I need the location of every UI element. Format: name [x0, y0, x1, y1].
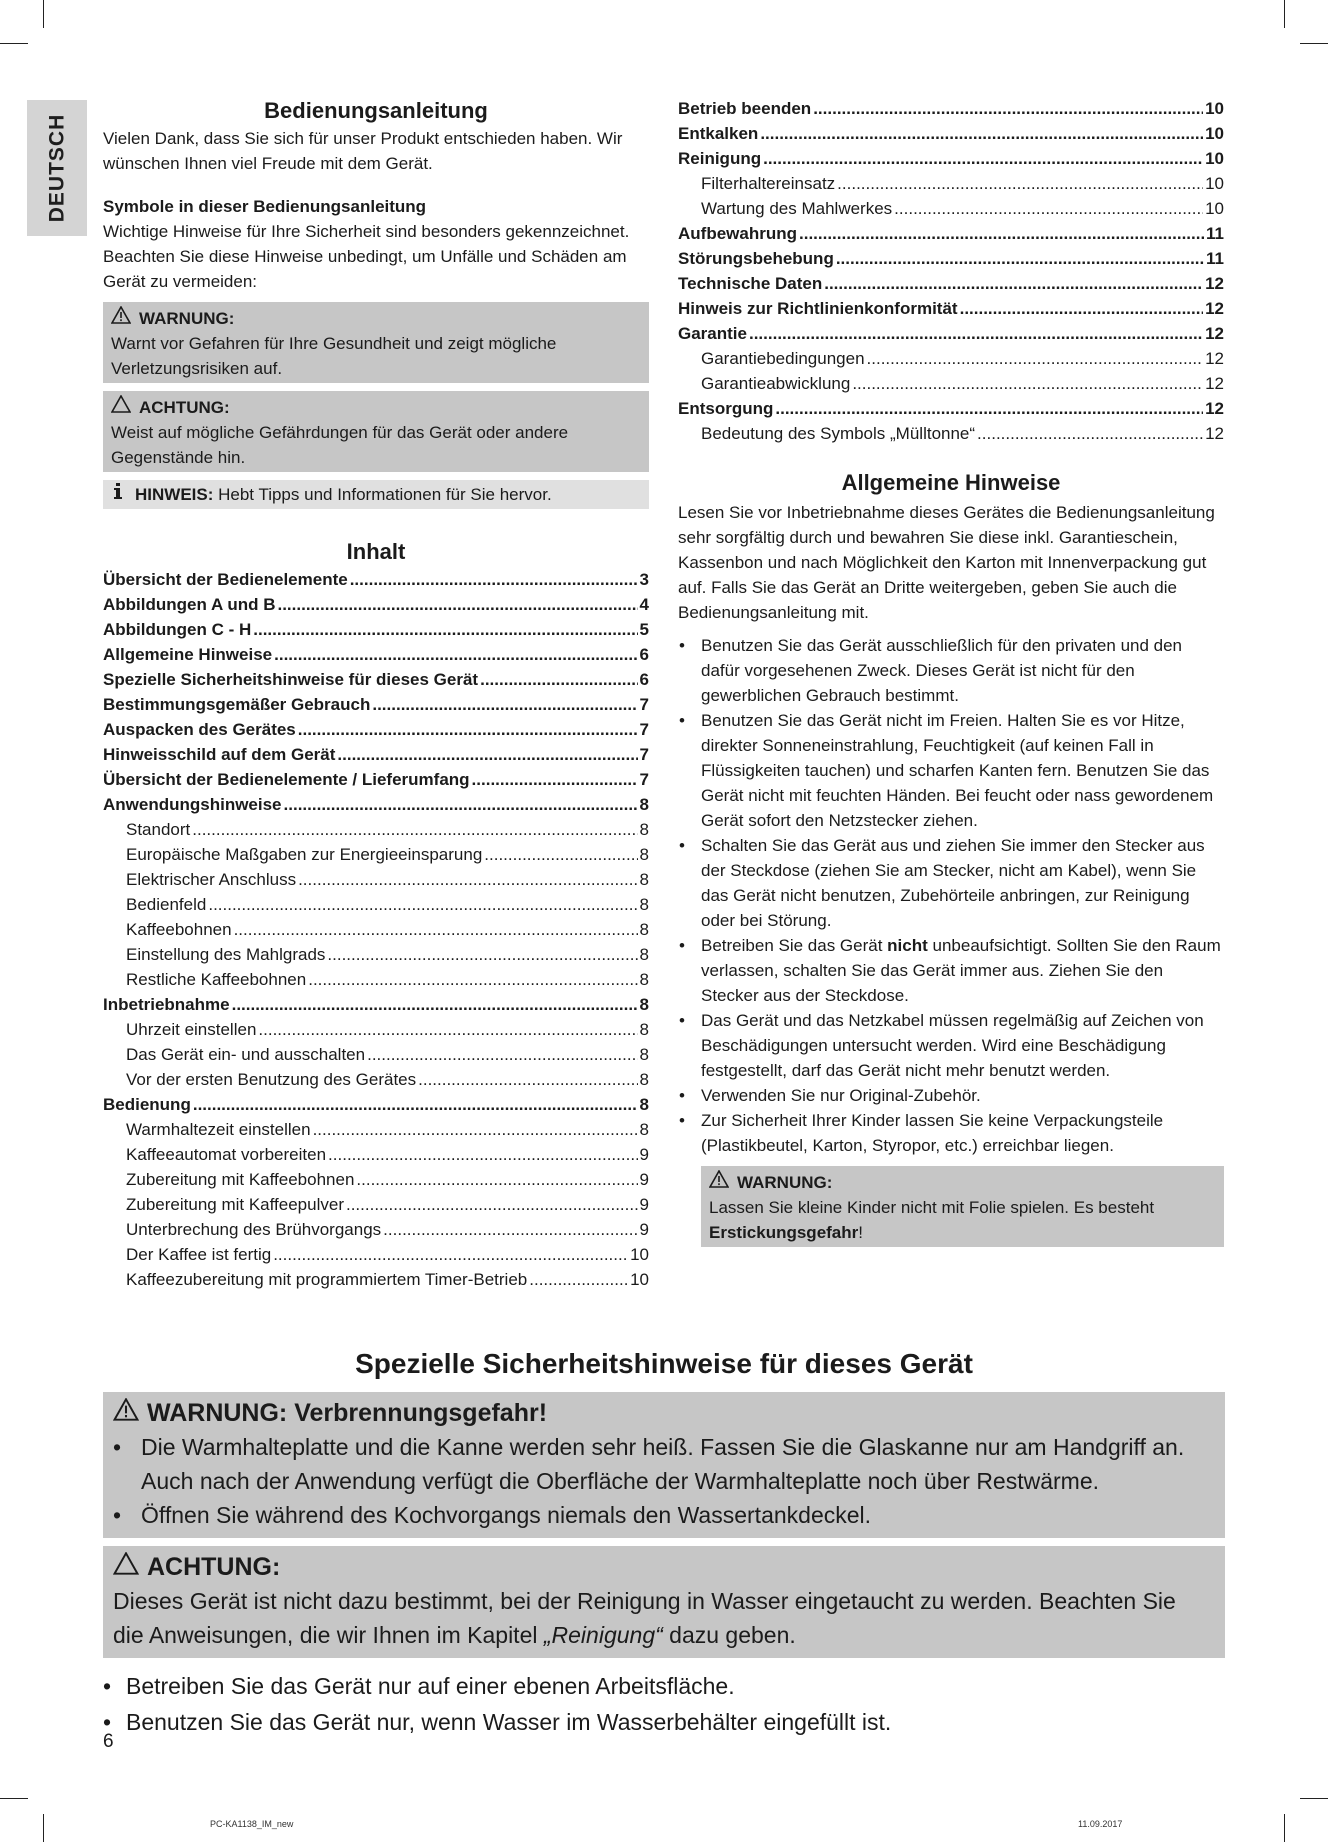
toc-entry-page: 12	[1205, 274, 1224, 293]
crop-mark	[1300, 43, 1328, 44]
toc-leader-dots	[234, 917, 638, 939]
toc-entry-page: 8	[639, 945, 649, 964]
special-bullets	[103, 1668, 1225, 1740]
list-item: • Öffnen Sie während des Kochvorgangs niemals den Wassertankdeckel.	[113, 1498, 1209, 1532]
toc-entry	[678, 171, 1224, 196]
toc-entry-title: Störungsbehebung	[678, 249, 834, 268]
toc-entry-title: Garantie	[678, 324, 747, 343]
toc-leader-dots	[273, 1242, 628, 1264]
toc-leader-dots	[308, 967, 637, 989]
toc-leader-dots	[327, 942, 637, 964]
burn-warning-box	[103, 1392, 1225, 1538]
toc-entry	[103, 1067, 649, 1092]
caution-label: ACHTUNG:	[139, 398, 230, 417]
toc-entry-page: 7	[639, 720, 649, 739]
list-item: • Benutzen Sie das Gerät nicht im Freien. Halten Sie es vor Hitze, direkter Sonneneinstrahlung, Feuchtigkeit (auf keinen Fall in Flüssigkeiten tauchen) und scharfen Kanten fern. Benutzen Sie das Gerät nicht mit feuchten Händen. Bei feucht oder nass gewordenem Gerät sofort den Netzstecker ziehen.	[678, 708, 1224, 833]
toc-entry-page: 8	[639, 1095, 649, 1114]
toc-entry	[103, 617, 649, 642]
toc-entry-page: 3	[639, 570, 649, 589]
toc-leader-dots	[372, 692, 637, 714]
toc-leader-dots	[529, 1267, 628, 1289]
toc-entry-title: Bestimmungsgemäßer Gebrauch	[103, 695, 371, 714]
general-title: Allgemeine Hinweise	[841, 470, 1061, 495]
symbols-heading: Symbole in dieser Bedienungsanleitung	[103, 197, 427, 216]
toc-leader-dots	[480, 667, 637, 689]
warning-triangle-icon	[113, 1396, 139, 1430]
toc-entry-title: Übersicht der Bedienelemente / Lieferumfang	[103, 770, 470, 789]
toc-entry-title: Garantieabwicklung	[701, 374, 851, 393]
toc-entry-title: Entkalken	[678, 124, 759, 143]
crop-mark	[0, 43, 28, 44]
hint-text: Hebt Tipps und Informationen für Sie hervor.	[218, 485, 552, 504]
toc-entry-page: 10	[1205, 124, 1224, 143]
warning-label: WARNUNG:	[139, 309, 235, 328]
toc-entry-page: 11	[1206, 224, 1224, 243]
toc-entry	[103, 867, 649, 892]
toc-entry-page: 11	[1206, 249, 1224, 268]
toc-entry-title: Bedienung	[103, 1095, 191, 1114]
toc-entry	[103, 592, 649, 617]
toc-entry	[103, 1017, 649, 1042]
toc-entry-page: 8	[639, 820, 649, 839]
general-bullets	[678, 633, 1224, 1158]
toc-leader-dots	[383, 1217, 637, 1239]
toc-entry-title: Zubereitung mit Kaffeebohnen	[126, 1170, 355, 1189]
toc-leader-dots	[346, 1192, 638, 1214]
toc-leader-dots	[472, 767, 638, 789]
toc-leader-dots	[337, 742, 637, 764]
toc-leader-dots	[749, 321, 1203, 343]
toc-leader-dots	[775, 396, 1203, 418]
crop-mark	[1300, 1798, 1328, 1799]
page-number: 6	[103, 1731, 114, 1752]
toc-entry-title: Abbildungen C - H	[103, 620, 252, 639]
hint-label: HINWEIS:	[135, 485, 214, 504]
list-item: • Schalten Sie das Gerät aus und ziehen Sie immer den Stecker aus der Steckdose (ziehen Sie am Stecker, nicht am Kabel), wenn Sie das Gerät nicht benutzen, Zubehörteile anbringen, zur Reinigung oder bei Störung.	[678, 833, 1224, 933]
toc-leader-dots	[824, 271, 1203, 293]
toc-entry-page: 8	[639, 995, 649, 1014]
toc-leader-dots	[367, 1042, 637, 1064]
footer-date: 11.09.2017	[1078, 1819, 1123, 1829]
toc-leader-dots	[328, 1142, 637, 1164]
toc-entry-title: Standort	[126, 820, 191, 839]
toc-entry-page: 8	[639, 1070, 649, 1089]
burn-warning-label: WARNUNG: Verbrennungsgefahr!	[147, 1399, 548, 1427]
toc-leader-dots	[298, 717, 638, 739]
toc-leader-dots	[813, 96, 1203, 118]
crop-mark	[1284, 1814, 1285, 1842]
toc-entry-title: Wartung des Mahlwerkes	[701, 199, 893, 218]
toc-entry-title: Hinweisschild auf dem Gerät	[103, 745, 336, 764]
toc-leader-dots	[852, 371, 1203, 393]
toc-entry	[103, 742, 649, 767]
toc-entry-page: 12	[1205, 349, 1224, 368]
crop-mark	[43, 1814, 44, 1842]
children-warning-box	[701, 1166, 1224, 1247]
toc-entry	[103, 1142, 649, 1167]
toc-entry-title: Auspacken des Gerätes	[103, 720, 296, 739]
toc-entry-title: Warmhaltezeit einstellen	[126, 1120, 311, 1139]
toc-leader-dots	[418, 1067, 637, 1089]
list-item: • Benutzen Sie das Gerät ausschließlich für den privaten und den dafür vorgesehenen Zweck. Dieses Gerät ist nicht für den gewerblichen Gebrauch bestimmt.	[678, 633, 1224, 708]
list-item: • Betreiben Sie das Gerät nicht unbeaufsichtigt. Sollten Sie den Raum verlassen, schalten Sie das Gerät immer aus. Ziehen Sie den Stecker aus der Steckdose.	[678, 933, 1224, 1008]
toc-entry-title: Restliche Kaffeebohnen	[126, 970, 307, 989]
toc-entry	[103, 567, 649, 592]
toc-entry-title: Allgemeine Hinweise	[103, 645, 273, 664]
toc-leader-dots	[799, 221, 1204, 243]
toc-leader-dots	[192, 817, 637, 839]
toc-entry-title: Unterbrechung des Brühvorgangs	[126, 1220, 382, 1239]
toc-entry-title: Spezielle Sicherheitshinweise für dieses Gerät	[103, 670, 479, 689]
language-tab-label: DEUTSCH	[45, 113, 69, 223]
toc-entry	[103, 1242, 649, 1267]
toc-entry	[103, 792, 649, 817]
toc-entry-title: Garantiebedingungen	[701, 349, 865, 368]
toc-entry	[678, 121, 1224, 146]
toc-leader-dots	[253, 617, 637, 639]
toc-entry-page: 6	[639, 645, 649, 664]
general-intro: Lesen Sie vor Inbetriebnahme dieses Gerätes die Bedienungsanleitung sehr sorgfältig durch und bewahren Sie diese inkl. Garantieschein, Kassenbon und nach Möglichkeit den Karton mit Innenverpackung gut auf. Falls Sie das Gerät an Dritte weitergeben, geben Sie auch die Bedienungsanleitung mit.	[678, 503, 1215, 622]
crop-mark	[1284, 0, 1285, 28]
toc-entry	[103, 1217, 649, 1242]
special-title: Spezielle Sicherheitshinweise für dieses Gerät	[355, 1348, 973, 1379]
toc-entry-title: Technische Daten	[678, 274, 823, 293]
toc-entry-page: 12	[1205, 399, 1224, 418]
special-caution-box	[103, 1546, 1225, 1658]
toc-entry	[678, 296, 1224, 321]
warning-text: Warnt vor Gefahren für Ihre Gesundheit und zeigt mögliche Verletzungsrisiken auf.	[111, 334, 557, 378]
warning-triangle-icon	[709, 1170, 729, 1195]
special-safety-section	[103, 1346, 1225, 1740]
toc-entry-page: 8	[639, 895, 649, 914]
toc-entry-title: Kaffeezubereitung mit programmiertem Timer-Betrieb	[126, 1270, 528, 1289]
caution-text: Dieses Gerät ist nicht dazu bestimmt, bei der Reinigung in Wasser eingetaucht zu werden. Beachten Sie die Anweisungen, die wir Ihnen im Kapitel „Reinigung“ dazu geben.	[113, 1588, 1176, 1648]
warning-triangle-icon	[111, 306, 131, 331]
toc-entry	[103, 917, 649, 942]
toc-entry	[678, 246, 1224, 271]
intro-text: Vielen Dank, dass Sie sich für unser Produkt entschieden haben. Wir wünschen Ihnen viel Freude mit dem Gerät.	[103, 129, 623, 173]
toc-entry	[103, 1192, 649, 1217]
toc-leader-dots	[867, 346, 1204, 368]
list-item: • Die Warmhalteplatte und die Kanne werden sehr heiß. Fassen Sie die Glaskanne nur am Handgriff an. Auch nach der Anwendung verfügt die Oberfläche der Warmhalteplatte noch über Restwärme.	[113, 1430, 1209, 1498]
toc-entry-page: 8	[639, 1045, 649, 1064]
toc-entry-page: 9	[639, 1195, 649, 1214]
toc-entry	[103, 892, 649, 917]
toc-leader-dots	[298, 867, 637, 889]
toc-entry-page: 7	[639, 745, 649, 764]
toc-entry-page: 8	[639, 1020, 649, 1039]
toc-entry	[103, 1117, 649, 1142]
caution-box	[103, 391, 649, 472]
toc-leader-dots	[977, 421, 1203, 443]
toc-leader-dots	[894, 196, 1203, 218]
toc-entry-page: 4	[639, 595, 649, 614]
toc-leader-dots	[313, 1117, 638, 1139]
symbols-text: Wichtige Hinweise für Ihre Sicherheit sind besonders gekennzeichnet. Beachten Sie diese Hinweise unbedingt, um Unfälle und Schäden am Gerät zu vermeiden:	[103, 222, 630, 291]
toc-leader-dots	[193, 1092, 638, 1114]
left-column	[103, 96, 649, 1292]
toc-entry	[103, 967, 649, 992]
toc-leader-dots	[277, 592, 637, 614]
toc-entry	[678, 421, 1224, 446]
toc-entry-page: 10	[630, 1245, 649, 1264]
toc-entry	[678, 271, 1224, 296]
toc-entry	[103, 817, 649, 842]
toc-entry	[103, 942, 649, 967]
toc-entry-page: 5	[639, 620, 649, 639]
toc-entry-title: Der Kaffee ist fertig	[126, 1245, 272, 1264]
toc-entry-page: 8	[639, 970, 649, 989]
toc-entry-page: 9	[639, 1145, 649, 1164]
toc-entry-title: Aufbewahrung	[678, 224, 797, 243]
toc-leader-dots	[960, 296, 1203, 318]
toc-entry-page: 9	[639, 1220, 649, 1239]
toc-entry-title: Vor der ersten Benutzung des Gerätes	[126, 1070, 417, 1089]
toc-leader-dots	[350, 567, 638, 589]
toc-entry-title: Bedienfeld	[126, 895, 207, 914]
toc-leader-dots	[232, 992, 638, 1014]
toc-entry-page: 10	[1205, 174, 1224, 193]
toc-entry-page: 8	[639, 845, 649, 864]
toc-entry	[103, 992, 649, 1017]
warning-text: Lassen Sie kleine Kinder nicht mit Folie spielen. Es besteht Erstickungsgefahr!	[709, 1198, 1155, 1242]
toc-entry	[678, 196, 1224, 221]
toc-entry-title: Einstellung des Mahlgrads	[126, 945, 326, 964]
toc-leader-dots	[484, 842, 637, 864]
toc-entry-title: Entsorgung	[678, 399, 774, 418]
right-column	[678, 96, 1224, 1247]
footer-filename: PC-KA1138_IM_new	[210, 1819, 294, 1829]
toc-entry-title: Europäische Maßgaben zur Energieeinsparung	[126, 845, 483, 864]
caution-label: ACHTUNG:	[147, 1553, 281, 1581]
list-item: • Zur Sicherheit Ihrer Kinder lassen Sie keine Verpackungsteile (Plastikbeutel, Karton, Styropor, etc.) erreichbar liegen.	[678, 1108, 1224, 1158]
crop-mark	[0, 1798, 28, 1799]
crop-mark	[43, 0, 44, 28]
toc-entry-page: 7	[639, 695, 649, 714]
caution-triangle-icon	[113, 1550, 139, 1584]
toc-entry	[103, 842, 649, 867]
toc-entry	[103, 1092, 649, 1117]
language-tab	[27, 100, 87, 236]
manual-title: Bedienungsanleitung	[264, 98, 488, 123]
list-item: • Betreiben Sie das Gerät nur auf einer ebenen Arbeitsfläche.	[103, 1668, 1225, 1704]
toc-entry-title: Abbildungen A und B	[103, 595, 276, 614]
toc-entry-title: Kaffeeautomat vorbereiten	[126, 1145, 327, 1164]
toc-entry-title: Bedeutung des Symbols „Mülltonne“	[701, 424, 976, 443]
toc-entry	[103, 717, 649, 742]
toc-entry-title: Hinweis zur Richtlinienkonformität	[678, 299, 958, 318]
toc-entry	[103, 1167, 649, 1192]
toc-entry-page: 8	[639, 795, 649, 814]
toc-entry	[103, 667, 649, 692]
warning-box	[103, 302, 649, 383]
toc-entry-title: Uhrzeit einstellen	[126, 1020, 257, 1039]
toc-title: Inhalt	[346, 539, 406, 564]
toc-entry	[678, 321, 1224, 346]
toc-right	[678, 96, 1224, 446]
toc-entry-page: 8	[639, 1120, 649, 1139]
toc-entry	[678, 221, 1224, 246]
toc-leader-dots	[284, 792, 638, 814]
toc-leader-dots	[837, 171, 1203, 193]
toc-entry-page: 6	[639, 670, 649, 689]
toc-leader-dots	[836, 246, 1204, 268]
toc-entry	[103, 767, 649, 792]
toc-entry	[103, 642, 649, 667]
toc-leader-dots	[763, 146, 1203, 168]
list-item: • Das Gerät und das Netzkabel müssen regelmäßig auf Zeichen von Beschädigungen untersucht werden. Wird eine Beschädigung festgestellt, darf das Gerät nicht mehr benutzt werden.	[678, 1008, 1224, 1083]
toc-entry-page: 8	[639, 920, 649, 939]
toc-entry	[678, 396, 1224, 421]
toc-entry-page: 12	[1205, 424, 1224, 443]
caution-text: Weist auf mögliche Gefährdungen für das Gerät oder andere Gegenstände hin.	[111, 423, 569, 467]
toc-entry-title: Inbetriebnahme	[103, 995, 230, 1014]
toc-entry-title: Übersicht der Bedienelemente	[103, 570, 348, 589]
toc-leader-dots	[760, 121, 1203, 143]
toc-entry	[103, 1267, 649, 1292]
warning-label: WARNUNG:	[737, 1173, 833, 1192]
toc-entry-page: 12	[1205, 374, 1224, 393]
toc-entry-title: Kaffeebohnen	[126, 920, 232, 939]
list-item: • Benutzen Sie das Gerät nur, wenn Wasser im Wasserbehälter eingefüllt ist.	[103, 1704, 1225, 1740]
toc-leader-dots	[356, 1167, 637, 1189]
toc-entry	[678, 146, 1224, 171]
toc-entry-page: 10	[1205, 149, 1224, 168]
toc-entry-page: 10	[1205, 99, 1224, 118]
toc-entry	[103, 1042, 649, 1067]
toc-entry-page: 12	[1205, 324, 1224, 343]
toc-entry-page: 9	[639, 1170, 649, 1189]
toc-entry	[103, 692, 649, 717]
toc-entry-title: Anwendungshinweise	[103, 795, 282, 814]
toc-entry	[678, 96, 1224, 121]
hint-box	[103, 480, 649, 509]
toc-entry-title: Das Gerät ein- und ausschalten	[126, 1045, 366, 1064]
info-icon	[109, 482, 127, 507]
toc-entry-page: 10	[1205, 199, 1224, 218]
toc-entry-page: 12	[1205, 299, 1224, 318]
toc-leader-dots	[208, 892, 637, 914]
toc-entry-title: Elektrischer Anschluss	[126, 870, 297, 889]
toc-entry-page: 8	[639, 870, 649, 889]
toc-entry-page: 10	[630, 1270, 649, 1289]
toc-entry	[678, 346, 1224, 371]
list-item: • Verwenden Sie nur Original-Zubehör.	[678, 1083, 1224, 1108]
toc-entry	[678, 371, 1224, 396]
toc-leader-dots	[274, 642, 637, 664]
caution-triangle-icon	[111, 395, 131, 420]
toc-entry-title: Filterhaltereinsatz	[701, 174, 836, 193]
toc-entry-page: 7	[639, 770, 649, 789]
toc-entry-title: Betrieb beenden	[678, 99, 812, 118]
toc-left	[103, 567, 649, 1292]
toc-entry-title: Reinigung	[678, 149, 762, 168]
toc-entry-title: Zubereitung mit Kaffeepulver	[126, 1195, 344, 1214]
toc-leader-dots	[258, 1017, 637, 1039]
